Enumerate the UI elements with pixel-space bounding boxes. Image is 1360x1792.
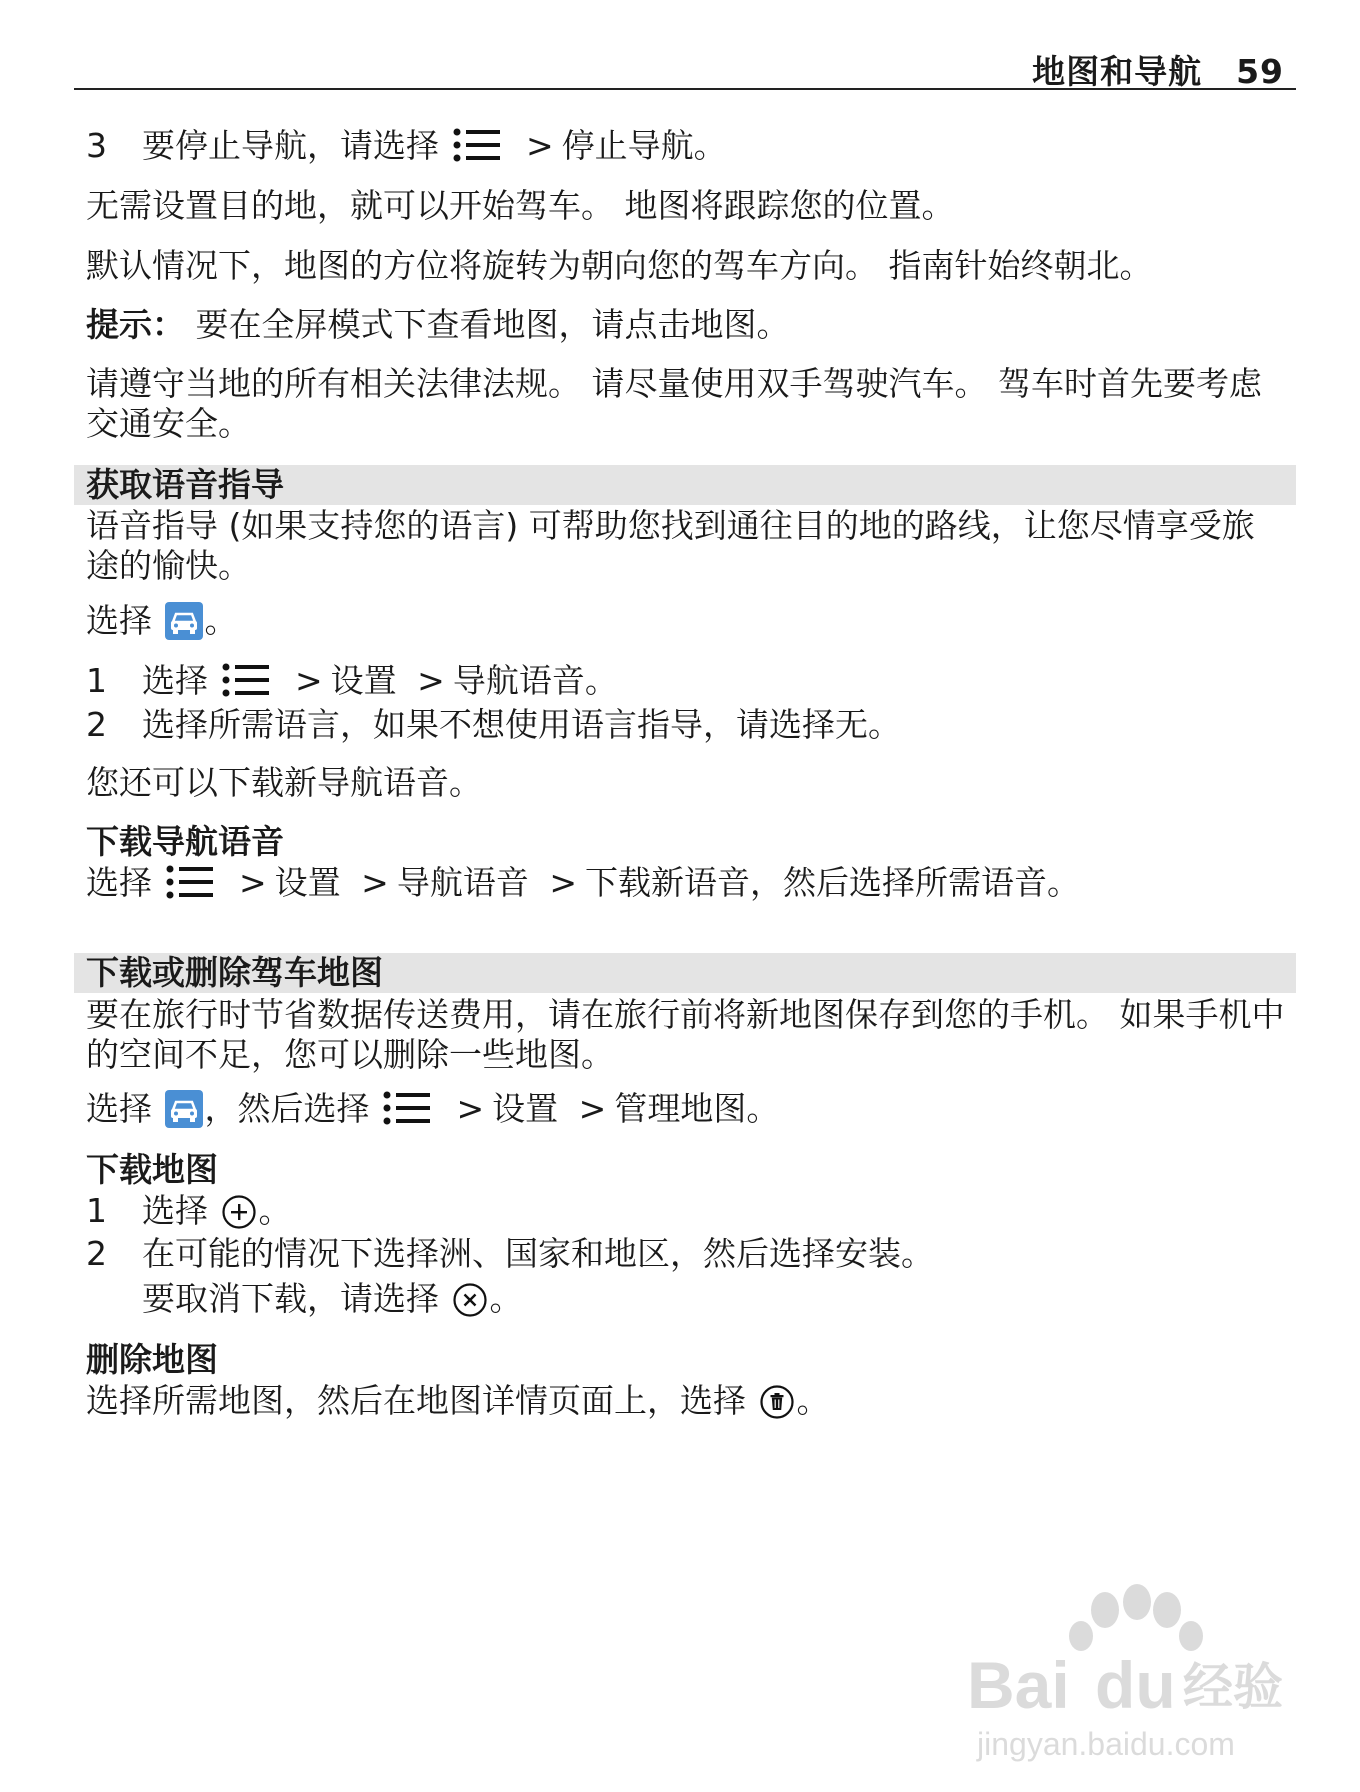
punctuation: 。 xyxy=(693,126,727,165)
header-title-area xyxy=(1032,46,1284,93)
text: 选择所需地图，然后在地图详情页面上，选择 xyxy=(86,1381,746,1420)
menu-item-settings: 设置 xyxy=(492,1089,559,1128)
subsection-heading: 下载导航语音 xyxy=(86,822,284,861)
step-text: 要停止导航，请选择 xyxy=(142,126,439,165)
section-heading: 下载或删除驾车地图 xyxy=(74,953,1296,993)
punctuation: 。 xyxy=(746,1089,780,1128)
text: ，然后选择 xyxy=(204,1089,370,1128)
paragraph: 无需设置目的地，就可以开始驾车。 地图将跟踪您的位置。 xyxy=(86,186,955,225)
step-item xyxy=(86,1234,1296,1274)
subsection-heading: 下载地图 xyxy=(86,1150,218,1189)
text: 选择 xyxy=(86,601,152,640)
punctuation: 。 xyxy=(584,661,618,700)
tip-paragraph xyxy=(86,305,1296,345)
path-separator: > xyxy=(549,863,577,902)
step-number: 2 xyxy=(86,1234,107,1273)
step-number: 1 xyxy=(86,661,107,700)
path-separator: > xyxy=(578,1089,607,1128)
select-car-line xyxy=(86,601,1296,641)
cancel-icon[interactable] xyxy=(452,1282,488,1318)
paragraph: 请遵守当地的所有相关法律法规。 请尽量使用双手驾驶汽车。 驾车时首先要考虑交通安全。 xyxy=(86,364,1262,443)
menu-item-stop-navigation: 停止导航 xyxy=(561,126,694,165)
svg-text:经验: 经验 xyxy=(1183,1658,1283,1716)
step-item xyxy=(86,661,1296,701)
step-item xyxy=(86,1191,1296,1231)
step-text: 选择 xyxy=(142,661,208,700)
step-number: 1 xyxy=(86,1191,107,1230)
path-separator: > xyxy=(361,863,389,902)
svg-text:du: du xyxy=(1095,1648,1176,1722)
menu-item-settings: 设置 xyxy=(330,661,397,700)
subsection-heading: 删除地图 xyxy=(86,1340,218,1379)
tip-text: 要在全屏模式下查看地图，请点击地图。 xyxy=(185,305,790,344)
watermark-url: jingyan.baidu.com xyxy=(977,1726,1235,1762)
step-text: 在可能的情况下选择洲、国家和地区，然后选择安装。 xyxy=(142,1234,934,1273)
menu-item-nav-voice: 导航语音 xyxy=(452,661,585,700)
menu-icon[interactable] xyxy=(165,864,217,900)
step-text: 选择所需语言，如果不想使用语言指导，请选择无。 xyxy=(142,705,901,744)
download-voice-path xyxy=(86,863,1296,903)
step-number: 3 xyxy=(86,126,107,165)
menu-icon[interactable] xyxy=(382,1090,434,1126)
tip-label: 提示： xyxy=(86,305,185,344)
path-separator: > xyxy=(295,661,323,700)
car-icon[interactable] xyxy=(165,602,203,640)
menu-icon[interactable] xyxy=(452,127,504,163)
section-intro: 要在旅行时节省数据传送费用，请在旅行前将新地图保存到您的手机。 如果手机中的空间不足，您可以删除一些地图。 xyxy=(86,995,1285,1074)
path-separator: > xyxy=(456,1089,485,1128)
delete-icon[interactable] xyxy=(759,1384,795,1420)
path-separator: > xyxy=(417,661,445,700)
path-separator: > xyxy=(239,863,267,902)
step-number: 2 xyxy=(86,705,107,744)
menu-item-nav-voice: 导航语音 xyxy=(396,863,529,902)
baidu-paw-logo xyxy=(955,1580,1295,1770)
menu-item-settings: 设置 xyxy=(274,863,341,902)
step-text: 选择 xyxy=(142,1191,208,1230)
step-item xyxy=(86,705,1296,745)
add-icon[interactable] xyxy=(221,1194,257,1230)
page-header xyxy=(74,44,1296,90)
cancel-download-line xyxy=(142,1279,1352,1319)
baidu-watermark xyxy=(955,1580,1295,1770)
path-separator: > xyxy=(526,126,554,165)
text: 要取消下载，请选择 xyxy=(142,1279,439,1318)
menu-item-download-voice: 下载新语音 xyxy=(584,863,750,902)
paragraph: 默认情况下，地图的方位将旋转为朝向您的驾车方向。 指南针始终朝北。 xyxy=(86,246,1153,285)
manage-maps-path xyxy=(86,1089,1296,1129)
section-heading: 获取语音指导 xyxy=(74,465,1296,505)
text: 选择 xyxy=(86,1089,152,1128)
punctuation: 。 xyxy=(796,1381,830,1420)
page-number: 59 xyxy=(1236,52,1284,91)
menu-icon[interactable] xyxy=(221,662,273,698)
punctuation: 。 xyxy=(489,1279,523,1318)
delete-map-line xyxy=(86,1381,1296,1421)
punctuation: 。 xyxy=(204,601,238,640)
step-stop-navigation xyxy=(86,126,1296,166)
punctuation: 。 xyxy=(258,1191,292,1230)
car-icon[interactable] xyxy=(165,1090,203,1128)
text: ，然后选择所需语音。 xyxy=(749,863,1080,902)
section-intro: 语音指导 (如果支持您的语言) 可帮助您找到通往目的地的路线，让您尽情享受旅途的愉快。 xyxy=(86,506,1255,585)
watermark-brand-text: Bai xyxy=(967,1648,1070,1722)
chapter-title: 地图和导航 xyxy=(1032,52,1203,91)
menu-item-manage-maps: 管理地图 xyxy=(614,1089,747,1128)
paragraph: 您还可以下载新导航语音。 xyxy=(86,763,482,802)
text: 选择 xyxy=(86,863,152,902)
